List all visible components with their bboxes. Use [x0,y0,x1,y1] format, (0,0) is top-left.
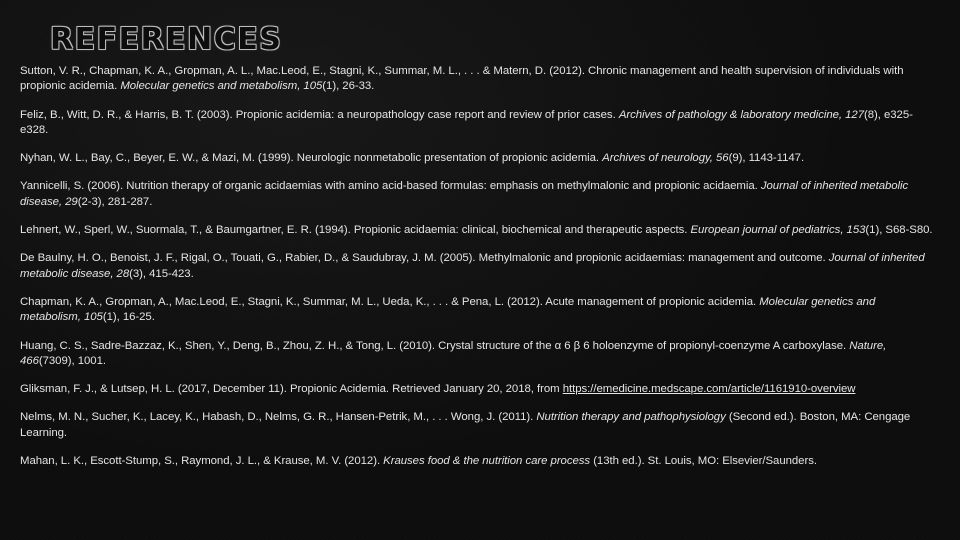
reference-source: Journal of inherited metabolic disease, 29 [20,180,909,208]
reference-text: Feliz, B., Witt, D. R., & Harris, B. T. (2003). Propionic acidemia: a neuropathology case report and review of prior cases. [20,108,619,121]
reference-source: Nature, 466 [20,339,887,367]
reference-text: De Baulny, H. O., Benoist, J. F., Rigal, O., Touati, G., Rabier, D., & Saudubray, J. M. (2005). Methylmalonic and propionic acidaemias: management and outcome. [20,252,829,265]
reference-source: Krauses food & the nutrition care process [383,455,591,468]
reference-item [20,251,935,282]
reference-details: (9), 1143-1147. [728,152,805,165]
reference-details: (7309), 1001. [38,354,106,367]
reference-details: (Second ed.). Boston, MA: Cengage Learning. [20,411,911,439]
reference-text: Yannicelli, S. (2006). Nutrition therapy of organic acidaemias with amino acid-based formulas: emphasis on methylmalonic and propionic acidaemia. [20,180,761,193]
reference-source: Journal of inherited metabolic disease, 28 [20,252,925,280]
reference-item [20,410,935,441]
reference-details: (3), 415-423. [129,267,194,280]
reference-details: (8), e325-e328. [20,108,913,136]
reference-source: European journal of pediatrics, 153 [690,224,866,237]
reference-source: Molecular genetics and metabolism, 105 [120,80,323,93]
reference-source: Archives of pathology & laboratory medicine, 127 [618,108,864,121]
reference-text: Huang, C. S., Sadre-Bazzaz, K., Shen, Y., Deng, B., Zhou, Z. H., & Tong, L. (2010). Crystal structure of the α 6 β 6 holoenzyme of propionyl-coenzyme A carboxylase. [20,339,850,352]
reference-details: (1), 26-33. [322,80,375,93]
reference-link[interactable]: https://emedicine.medscape.com/article/1161910-overview [562,383,856,396]
reference-item [20,151,935,166]
reference-item [20,64,935,95]
reference-details: (1), 16-25. [102,311,155,324]
reference-text: Nelms, M. N., Sucher, K., Lacey, K., Habash, D., Nelms, G. R., Hansen-Petrik, M., . . . Wong, J. (2011). [20,411,537,424]
reference-source: Nutrition therapy and pathophysiology [536,411,726,424]
reference-text: Nyhan, W. L., Bay, C., Beyer, E. W., & Mazi, M. (1999). Neurologic nonmetabolic presentation of propionic acidemia. [20,152,603,165]
slide-title: REFERENCES [50,22,283,57]
reference-item [20,179,935,210]
reference-details: (13th ed.). St. Louis, MO: Elsevier/Saunders. [590,455,817,468]
reference-item [20,454,935,469]
reference-details: (2-3), 281-287. [77,195,153,208]
reference-item [20,382,935,397]
reference-item [20,339,935,370]
reference-text: Chapman, K. A., Gropman, A., Mac.Leod, E., Stagni, K., Summar, M. L., Ueda, K., . . . & Pena, L. (2012). Acute management of propionic acidemia. [20,295,760,308]
reference-text: Sutton, V. R., Chapman, K. A., Gropman, A. L., Mac.Leod, E., Stagni, K., Summar, M. L., . . . & Matern, D. (2012). Chronic management and health supervision of individuals with propionic acidemia. [20,65,904,93]
reference-item [20,108,935,139]
reference-item [20,223,935,238]
reference-item [20,295,935,326]
reference-source: Molecular genetics and metabolism, 105 [20,295,876,324]
reference-details: (1), S68-S80. [865,224,933,237]
reference-source: Archives of neurology, 56 [602,152,729,165]
reference-list [20,64,935,482]
reference-text: Gliksman, F. J., & Lutsep, H. L. (2017, December 11). Propionic Acidemia. Retrieved January 20, 2018, from [20,383,563,396]
reference-text: Mahan, L. K., Escott-Stump, S., Raymond, J. L., & Krause, M. V. (2012). [20,455,384,468]
reference-text: Lehnert, W., Sperl, W., Suormala, T., & Baumgartner, E. R. (1994). Propionic acidaemia: clinical, biochemical and therapeutic aspects. [20,224,691,237]
